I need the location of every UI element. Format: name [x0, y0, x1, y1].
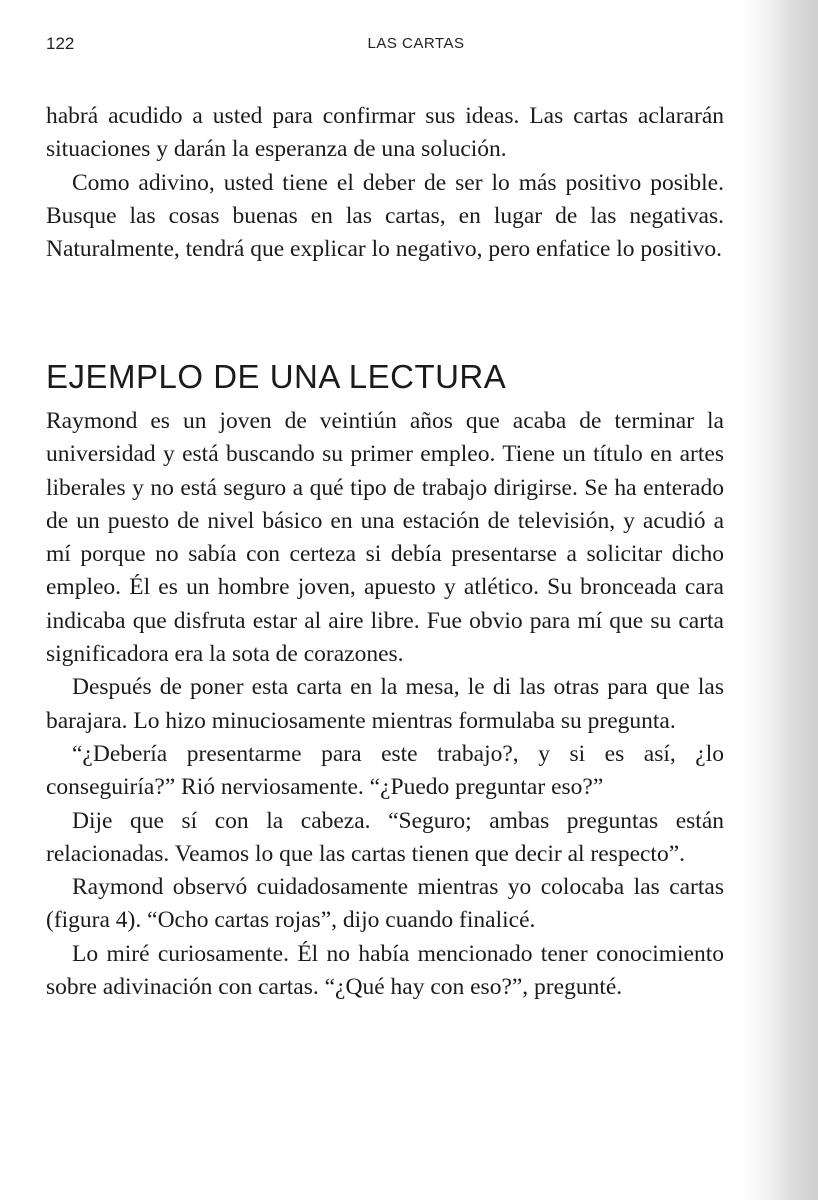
paragraph: Después de poner esta carta en la mesa, le di las otras para que las barajara. Lo hizo minuciosamente mientras formulaba su pregunta.: [46, 674, 724, 734]
paragraph: Raymond es un joven de veintiún años que acaba de terminar la universidad y está buscando su primer empleo. Tiene un título en artes liberales y no está seguro a qué tipo de trabajo dirigirse. Se ha enterado de un puesto de nivel básico en una estación de televisión, y acudió a mí porque no sabía con certeza si debía presentarse a solicitar dicho empleo. Él es un hombre joven, apuesto y atlético. Su bronceada cara indicaba que disfruta estar al aire libre. Fue obvio para mí que su carta significadora era la sota de corazones.: [46, 408, 724, 668]
paragraph: Como adivino, usted tiene el deber de ser lo más positivo posible. Busque las cosas buenas en las cartas, en lugar de las negativas. Naturalmente, tendrá que explicar lo negativo, pero enfatice lo positivo.: [46, 169, 724, 263]
paragraph: Raymond observó cuidadosamente mientras yo colocaba las cartas (figura 4). “Ocho cartas rojas”, dijo cuando finalicé.: [46, 874, 724, 934]
paragraph: habrá acudido a usted para confirmar sus ideas. Las cartas aclararán situaciones y darán la esperanza de una solución.: [46, 103, 724, 163]
section-body: [46, 405, 724, 1004]
intro-text: [46, 100, 724, 266]
page-header: [46, 34, 726, 60]
paragraph: Lo miré curiosamente. Él no había mencionado tener conocimiento sobre adivinación con cartas. “¿Qué hay con eso?”, pregunté.: [46, 940, 724, 1001]
running-head: LAS CARTAS: [367, 35, 465, 52]
paragraph: Dije que sí con la cabeza. “Seguro; ambas preguntas están relacionadas. Veamos lo que las cartas tienen que decir al respecto”.: [46, 807, 724, 867]
section-heading: EJEMPLO DE UNA LECTURA: [46, 358, 507, 395]
page-number: 122: [46, 34, 75, 53]
paragraph: “¿Debería presentarme para este trabajo?, y si es así, ¿lo conseguiría?” Rió nerviosamente. “¿Puedo preguntar eso?”: [46, 740, 724, 801]
